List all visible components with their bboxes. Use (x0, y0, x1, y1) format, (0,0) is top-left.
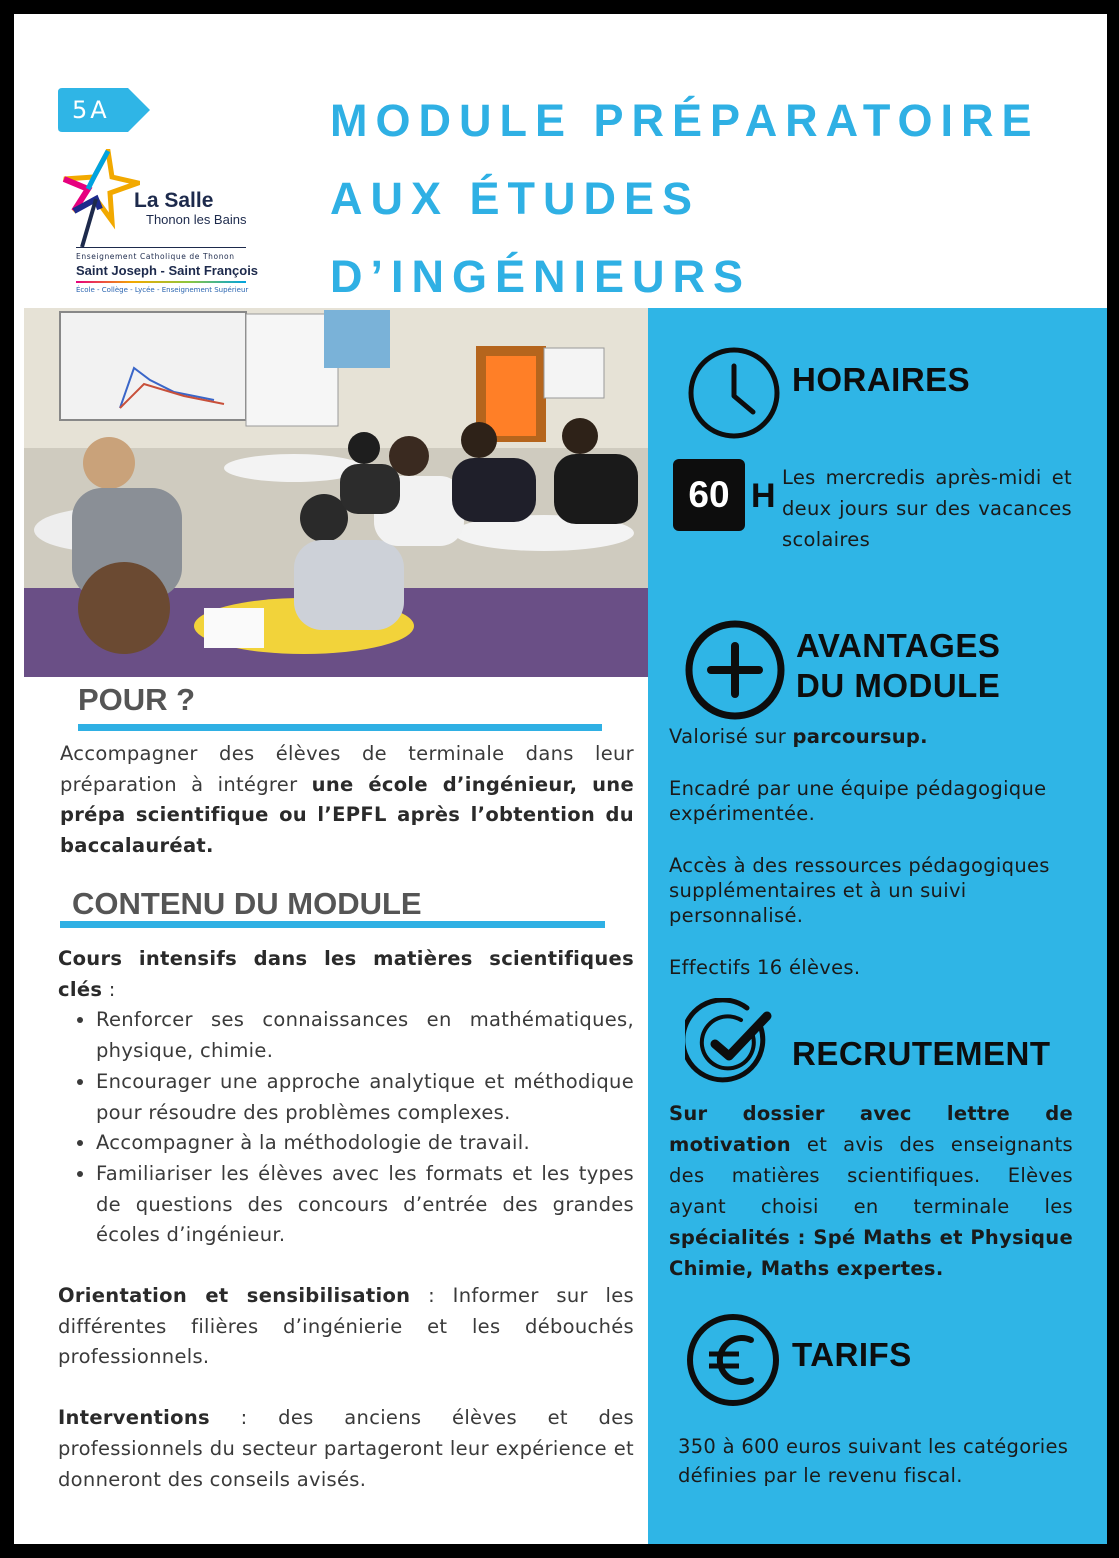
list-item: • Encourager une approche analytique et méthodique pour résoudre des problèmes complexes. (96, 1067, 634, 1128)
contenu-heading: CONTENU DU MODULE (72, 886, 422, 921)
tag-label: 5A (72, 96, 110, 124)
star-logo-icon (60, 149, 140, 249)
tarifs-heading: TARIFS (792, 1336, 912, 1373)
contenu-intro-tail: : (102, 977, 116, 1001)
horaires-heading: HORAIRES (792, 361, 971, 398)
hours-unit: H (751, 477, 776, 515)
avantages-heading (796, 626, 1000, 706)
contenu-intro-bold: Cours intensifs dans les matières scientifiques clés (58, 947, 634, 1001)
logo-schools: Saint Joseph - Saint François (76, 263, 259, 278)
avantage-item-effectifs: Effectifs 16 élèves. (669, 956, 861, 979)
avantage-item-parcoursup (669, 724, 1084, 749)
avantage-1-plain: Valorisé sur (669, 725, 793, 748)
logo-levels: École - Collège - Lycée - Enseignement Supérieur (76, 286, 249, 294)
recrutement-text (669, 1098, 1073, 1284)
contenu-body (58, 944, 634, 1495)
avantages-list (669, 724, 1084, 980)
tarifs-text: 350 à 600 euros suivant les catégories définies par le revenu fiscal. (678, 1435, 1069, 1487)
orientation-bold: Orientation et sensibilisation (58, 1284, 411, 1308)
plus-circle-icon (683, 618, 787, 722)
list-item: • Accompagner à la méthodologie de travail. (96, 1128, 634, 1159)
title-line-1: MODULE PRÉPARATOIRE (330, 95, 1040, 146)
horaires-text: Les mercredis après-midi et deux jours sur des vacances scolaires (782, 466, 1072, 551)
school-logo (60, 149, 260, 304)
avantage-1-bold: parcoursup. (792, 725, 928, 748)
avantage-item-ressources: Accès à des ressources pédagogiques supplémentaires et à un suivi personnalisé. (669, 854, 1050, 927)
contenu-underline (60, 921, 605, 928)
classroom-photo (24, 308, 648, 677)
interventions-paragraph (58, 1403, 634, 1495)
recrutement-heading: RECRUTEMENT (792, 1035, 1051, 1072)
page-title (330, 82, 1040, 316)
euro-icon (685, 1312, 781, 1408)
recrutement-bold-1: Sur dossier avec lettre de motivation (669, 1102, 1073, 1156)
logo-divider (76, 247, 246, 248)
classroom-illustration (24, 308, 648, 677)
recrutement-bold-2: spécialités : Spé Maths et Physique Chimie, Maths expertes. (669, 1226, 1073, 1280)
pour-text (60, 739, 634, 862)
title-line-3: D’INGÉNIEURS (330, 251, 752, 302)
logo-name: La Salle (134, 189, 214, 212)
avantages-heading-line-1: AVANTAGES (796, 627, 1001, 664)
pour-heading: POUR ? (78, 682, 196, 717)
title-line-2: AUX ÉTUDES (330, 173, 701, 224)
pour-text-plain: Accompagner des élèves de terminale dans leur préparation à intégrer (60, 742, 634, 796)
section-tag (58, 88, 150, 132)
avantage-item-encadre: Encadré par une équipe pédagogique expérimentée. (669, 777, 1047, 825)
pour-underline (78, 724, 602, 731)
logo-color-bar (76, 281, 246, 283)
orientation-paragraph (58, 1281, 634, 1373)
logo-city: Thonon les Bains (146, 212, 247, 227)
contenu-intro (58, 944, 634, 1005)
check-circle-icon (685, 998, 777, 1090)
page (14, 14, 1107, 1544)
list-item: • Familiariser les élèves avec les formats et les types de questions des concours d’entrée des grandes écoles d’ingénieur. (96, 1159, 634, 1251)
pour-text-bold: une école d’ingénieur, une prépa scientifique ou l’EPFL après l’obtention du baccalauréat. (60, 772, 634, 858)
interventions-text: : des anciens élèves et des professionnels du secteur partageront leur expérience et donneront des conseils avisés. (58, 1406, 634, 1491)
orientation-text: : Informer sur les différentes filières d’ingénierie et les débouchés professionnels. (58, 1284, 634, 1369)
logo-subtitle: Enseignement Catholique de Thonon (76, 252, 235, 261)
recrutement-plain: et avis des enseignants des matières scientifiques. Elèves ayant choisi en terminale les (669, 1133, 1073, 1218)
avantages-heading-line-2: DU MODULE (796, 667, 1001, 704)
interventions-bold: Interventions (58, 1406, 210, 1430)
list-item: • Renforcer ses connaissances en mathématiques, physique, chimie. (96, 1005, 634, 1066)
hours-badge: 60 (673, 459, 745, 531)
contenu-bullet-list (58, 1005, 634, 1251)
clock-icon (687, 346, 781, 440)
